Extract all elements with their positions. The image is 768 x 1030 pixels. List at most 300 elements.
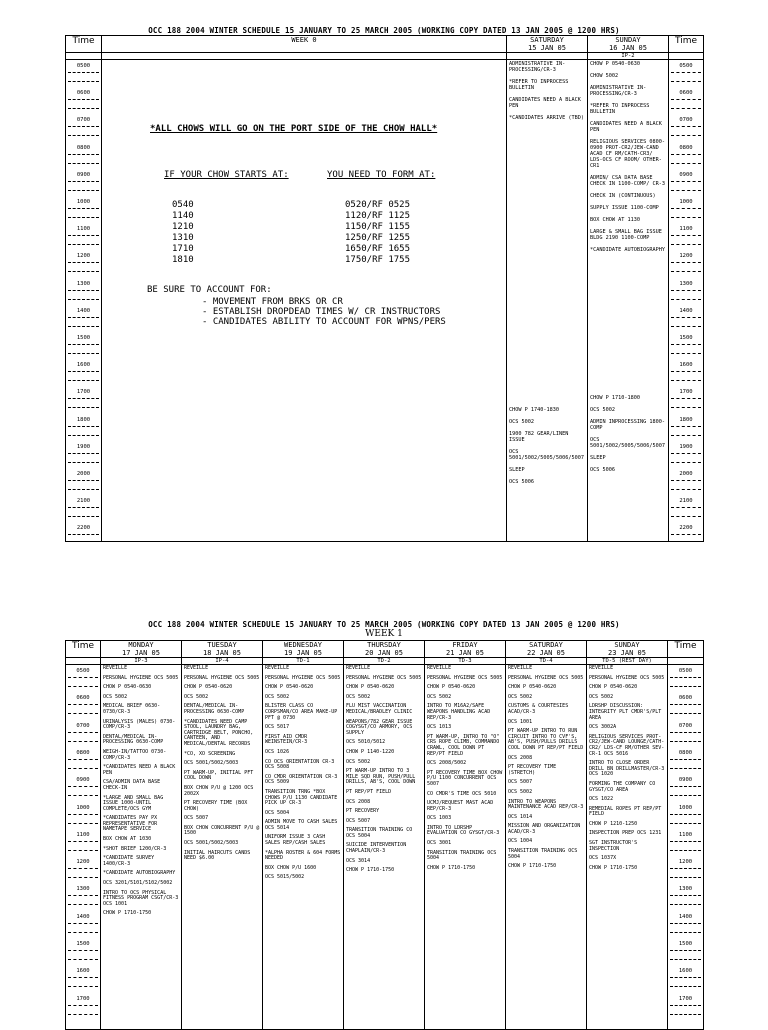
schedule-event: OCS 2008/5002 [427,760,467,767]
dash-divider [670,823,701,824]
time-label: 1600 [76,968,90,975]
day-date: 21 JAN 05 [446,649,484,657]
sun-evening-event: OCS 5001/5002/5005/5006/5007 [590,437,665,449]
notice-headline: *ALL CHOWS WILL GO ON THE PORT SIDE OF THE CHOW HALL* [150,124,438,134]
time-label: 0500 [76,63,91,69]
sat-day: SATURDAY [530,36,564,44]
schedule-event: TRANSITION TRAINING OCS 5004 [508,848,578,860]
schedule-event: OCS 2008 [346,798,371,805]
dash-divider [671,181,701,182]
account-head: BE SURE TO ACCOUNT FOR: [147,285,272,295]
schedule-event: MEDICAL BRIEF 0630-0730/CR-3 [103,703,161,715]
day-code: TD-1 [263,658,344,665]
dash-divider [671,371,701,372]
schedule-event: BOX CHOW P/U 1600 [265,864,317,871]
time-label: 1900 [679,443,693,450]
dash-divider [670,895,701,896]
dash-divider [68,959,98,960]
dash-divider [68,407,99,408]
dash-divider [670,814,701,815]
schedule-event: CHOW P 1710-1750 [103,910,152,917]
schedule-event: *ALPHA ROSTER & 604 FORMS NEEDED [265,849,341,862]
dash-divider [671,163,701,164]
sat-event: ADMINISTRATIVE IN-PROCESSING/CR-3 [509,61,566,73]
dash-divider [671,290,701,291]
day-name: FRIDAY [452,641,478,649]
schedule-event: OCS 5002 [184,693,209,700]
dash-divider [671,317,701,318]
schedule-event: OCS 1013 [427,724,452,731]
sun-event: *CANDIDATE AUTOBIOGRAPHY [590,247,665,253]
dash-divider [670,786,701,787]
day-column [101,665,182,1030]
dash-divider [68,713,98,714]
dash-divider [671,407,701,408]
chow-start-time: 1810 [172,255,194,265]
schedule-event: PT WARM-UP INTRO TO 3 MILE SQD RUN, PUSH/PULL DRILLS, AB'S, COOL DOWN [346,768,416,786]
schedule-event: OCS 1022 [589,796,614,803]
day-header [587,641,668,658]
sat-evening-event: OCS 5001/5002/5005/5006/5007 [509,449,584,461]
schedule-event: WEIGH-IN/TATTOO 0730-COMP/CR-3 [103,748,167,761]
account-list [202,297,446,327]
dash-divider [68,72,99,73]
dash-divider [68,895,98,896]
schedule-event: PERSONAL HYGIENE OCS 5005 [346,674,422,681]
schedule-event: OCS 5002 [103,693,128,700]
time-label: 0800 [76,749,90,756]
schedule-event: OCS 5004 [265,809,290,816]
time-label: 0500 [678,668,693,674]
dash-divider [68,932,98,933]
time-column-right [669,60,704,542]
time-label: 1600 [678,968,693,975]
time-label: 1700 [76,389,91,396]
sun-event: ADMIN/ CSA DATA BASE CHECK IN 1100-COMP/ CR-3 [590,175,665,187]
time-label: 1500 [76,335,91,341]
schedule-event: CHOW P 1710-1750 [427,864,476,871]
dash-divider [68,126,99,127]
schedule-event: CHOW P 0540-0620 [346,684,395,691]
schedule-event: REVEILLE [589,665,614,671]
schedule-event: ADMIN MOVE TO CASH SALES OCS 5014 [265,819,338,831]
time-label: 2200 [679,525,693,532]
dash-divider [671,480,701,481]
week1-label: WEEK 1 [365,629,403,639]
schedule-event: CHOW P 0540-0630 [103,684,152,691]
dash-divider [68,353,99,354]
dash-divider [68,795,98,796]
schedule-event: *CANDIDATE SURVEY 1400/CR-3 [103,855,155,867]
schedule-event: *LARGE AND SMALL BAG ISSUE 1000-UNTIL COMPLETE/OCS GYM [103,794,164,812]
sun-event: LARGE & SMALL BAG ISSUE BLDG 2190 1100-COMP [590,229,662,241]
sun-event: CHOW 5002 [590,73,619,79]
schedule-event: PERSONAL HYGIENE OCS 5005 [103,674,179,681]
time-label: 1100 [678,831,693,838]
dash-divider [68,435,99,436]
schedule-event: *CANDIDATES PAY PX REPRESENTATIVE FOR NAMETAPE SERVICE [103,815,158,833]
dash-divider [671,99,701,100]
dash-divider [68,81,99,82]
schedule-event: CHOW P 0540-0620 [427,684,476,691]
time-label: 0800 [76,144,91,151]
dash-divider [671,353,701,354]
form-time: 1250/RF 1255 [345,233,411,243]
dash-divider [68,371,99,372]
schedule-event: MISSION AND ORGANIZATION ACAD/CR-3 [508,823,581,835]
dash-divider [671,108,701,109]
time-label: 0500 [679,63,693,69]
schedule-event: PT RECOVERY TIME BOX CHOW P/U 1100 CONCURRENT OCS 5007 [427,769,503,787]
schedule-event: OCS 5002 [346,758,371,765]
dash-divider [68,235,99,236]
sat-code [507,53,588,60]
dash-divider [670,713,701,714]
notice-col1-head: IF YOUR CHOW STARTS AT: [164,170,289,180]
schedule-event: DENTAL/MEDICAL IN-PROCESSING 0630-COMP [184,703,245,715]
schedule-event: PT RECOVERY TIME (BOX CHOW) [184,800,248,812]
day-code: TD-4 [506,658,587,665]
dash-divider [671,208,701,209]
day-header [263,641,344,658]
sun-event: *REFER TO INPROCESS BULLETIN [590,103,650,115]
sun-event: BOX CHOW AT 1130 [590,217,640,223]
dash-divider [68,344,99,345]
sat-date: 15 JAN 05 [528,44,566,52]
time-label: 0700 [76,117,91,124]
day-name: SATURDAY [529,641,563,649]
dash-divider [670,768,701,769]
day-name: TUESDAY [207,641,237,649]
schedule-event: CSA/ADMIN DATA BASE CHECK-IN [103,779,161,791]
schedule-event: *CANDIDATES NEED CAMP STOOL, LAUNDRY BAG, CARTRIDGE BELT, PONCHO, CANTEEN, AND MEDICAL/DENTAL RECORDS [184,718,254,747]
schedule-event: REVEILLE [508,665,533,671]
chow-start-time: 1210 [172,222,194,232]
dash-divider [68,977,98,978]
dash-divider [68,217,99,218]
chow-start-time: 1710 [172,244,194,254]
schedule-event: PT RECOVERY TIME (STRETCH) [508,764,557,776]
schedule-event: OCS 5002 [508,788,533,795]
dash-divider [671,135,701,136]
time-label: 0900 [76,777,90,784]
day-column [344,665,425,1030]
schedule-event: OCS 5002 [346,693,371,700]
dash-divider [68,768,98,769]
time-column-left [66,665,101,1030]
time-label: 1000 [76,804,90,811]
dash-divider [68,135,99,136]
schedule-event: OCS 1026 [265,748,290,755]
time-label: 2100 [76,498,91,505]
schedule-event: INTRO TO LDRSHP EVALUATION CO GYSGT/CR-3 [427,824,500,837]
form-time: 1650/RF 1655 [345,244,411,254]
schedule-event: CUSTOMS & COURTESIES ACAD/CR-3 [508,703,569,715]
dash-divider [68,868,98,869]
day-code: TD-3 [425,658,506,665]
sun-event: SUPPLY ISSUE 1100-COMP [590,205,659,211]
sat-evening-event: CHOW P 1740-1830 [509,407,559,413]
time-label: 1200 [76,253,91,260]
form-time: 0520/RF 0525 [345,200,411,210]
time-label: 1600 [76,362,91,369]
dash-divider [68,426,99,427]
dash-divider [671,380,701,381]
day-column [182,665,263,1030]
time-label: 1100 [679,226,693,233]
schedule-event: INTRO TO CLOSE ORDER DRILL BN DRILLMASTER/CR-3 OCS 1020 [589,760,665,778]
dash-divider [671,190,701,191]
schedule-event: OCS 2008 [508,754,533,761]
dash-divider [671,244,701,245]
dash-divider [671,426,701,427]
notice-area [102,60,507,542]
time-label: 1400 [76,913,90,920]
time-label: 0800 [678,749,693,756]
time-label: 1500 [678,941,693,947]
time-label: 1600 [679,362,693,369]
time-label: 2200 [76,525,91,532]
time-label: 0700 [679,117,693,124]
schedule-event: OCS 5002 [508,693,533,700]
sun-evening-event: ADMIN INPROCESSING 1800-COMP [590,419,665,431]
sun-event: CANDIDATES NEED A BLACK PEN [590,121,662,133]
dash-divider [68,923,98,924]
dash-divider [670,868,701,869]
schedule-event: UNIFORM ISSUE 3 CASH SALES REP/CASH SALES [265,834,326,847]
time-label: 1300 [76,280,91,287]
schedule-event: REVEILLE [346,665,371,671]
time-label: 1200 [679,253,693,260]
dash-divider [671,235,701,236]
schedule-event: INTRO TO M16A2/SAFE WEAPONS HANDLING ACAD REP/CR-3 [427,703,491,721]
schedule-event: CHOW P 0540-0620 [508,684,557,691]
schedule-event: PT WARM-UP INTRO TO RUN CIRCUIT INTRO TO CVF'S, AB'S, PUSH/PULLS DRILLS COOL DOWN PT REP/PT FIELD [508,728,584,751]
schedule-event: CHOW P 1210-1250 [589,820,638,827]
schedule-event: OCS 5017 [265,724,290,731]
time-column-right [668,665,704,1030]
schedule-event: OCS 1003 [427,815,452,822]
dash-divider [671,81,701,82]
dash-divider [68,823,98,824]
schedule-event: OCS 3201/5101/5102/5002 [103,880,173,887]
schedule-event: PERSONAL HYGIENE OCS 5005 [184,674,260,681]
day-code: TD-2 [344,658,425,665]
time-label: 2100 [679,498,693,505]
time-label: 1400 [678,913,693,920]
schedule-event: REVEILLE [103,665,128,671]
dash-divider [671,217,701,218]
time-label: 2000 [76,471,91,477]
dash-divider [671,398,701,399]
dash-divider [68,1014,98,1015]
form-time: 1750/RF 1755 [345,255,411,265]
dash-divider [670,923,701,924]
sun-event: RELIGIOUS SERVICES 0800-0900 PROT-CR2/JEW-CAND ACAD CF RM/CATH-CR3/ LDS-OCS CF ROOM/ OTHER-CR1 [590,139,665,169]
schedule-event: RELIGIOUS SERVICES PROT-CR2/JEW-CAND LOUNGE/CATH-CR2/ LDS-CF RM/OTHER SEV-CR-1 OCS 5016 [589,733,665,757]
time-label: 0700 [76,722,90,729]
schedule-event: REVEILLE [184,665,209,671]
dash-divider [670,732,701,733]
day-date: 19 JAN 05 [284,649,322,657]
schedule-event: REVEILLE [427,665,452,671]
dash-divider [670,959,701,960]
dash-divider [671,326,701,327]
schedule-event: FIRST AID CMDR WEINSTEIN/CR-3 [265,733,308,746]
dash-divider [671,262,701,263]
dash-divider [671,344,701,345]
time-label: 0600 [76,90,91,97]
dash-divider [68,877,98,878]
dash-divider [670,977,701,978]
schedule-event: INITIAL HAIRCUTS CANDS NEED $6.00 [184,849,251,862]
schedule-event: WEAPONS/782 GEAR ISSUE COGYSGT/CO ARMORY, OCS SUPPLY [346,718,413,736]
time-label: 0500 [76,668,90,674]
schedule-event: OCS 5002 [427,693,452,700]
schedule-event: BOX CHOW CONCURRENT P/U @ 1500 [184,824,260,837]
sun-day: SUNDAY [615,36,641,44]
schedule-event: SUICIDE INTERVENTION CHAPLAIN/CR-3 [346,842,407,855]
sun-evening-event: SLEEP [590,455,606,461]
time-label: 1500 [679,335,693,341]
time-label: 0700 [678,722,693,729]
schedule-event: INTRO TO WEAPONS MAINTENANCE ACAD REP/CR-3 [508,798,584,811]
dash-divider [670,704,701,705]
schedule-event: OCS 1004 [508,838,533,845]
dash-divider [670,877,701,878]
day-column [506,665,587,1030]
schedule-event: PT REP/PT FIELD [346,788,392,795]
sat-column [507,60,588,542]
time-label: 0600 [679,90,693,97]
schedule-event: OCS 5007 [346,817,371,824]
schedule-event: OCS 5007 [184,815,209,822]
sun-code: IP-2 [588,53,669,60]
dash-divider [68,208,99,209]
form-time: 1120/RF 1125 [345,211,411,221]
schedule-event: OCS 5007 [508,779,533,786]
week0-table [65,35,704,542]
page1-title: OCC 188 2004 WINTER SCHEDULE 15 JANUARY TO 25 MARCH 2005 (WORKING COPY DATED 13 JAN 2005 @ 1200 HRS) [148,26,620,35]
dash-divider [68,271,99,272]
dash-divider [68,480,99,481]
time-label: 1000 [679,199,693,205]
sun-event: CHECK IN (CONTINUOUS) [590,193,656,199]
day-date: 17 JAN 05 [122,649,160,657]
time-label: 0600 [76,695,90,702]
schedule-event: OCS 5015/5002 [265,874,305,881]
schedule-event: OCS 3014 [346,857,371,864]
time-label: 2000 [679,471,693,477]
dash-divider [68,290,99,291]
time-header-left: Time [66,641,101,658]
dash-divider [670,850,701,851]
dash-divider [68,904,98,905]
schedule-event: REVEILLE [265,665,290,671]
day-date: 20 JAN 05 [365,649,403,657]
day-header [506,641,587,658]
dash-divider [671,516,701,517]
dash-divider [68,154,99,155]
dash-divider [671,126,701,127]
schedule-event: TRANSITION TRAINING OCS 5004 [427,849,497,862]
time-label: 1900 [76,443,91,450]
dash-divider [68,317,99,318]
day-date: 22 JAN 05 [527,649,565,657]
schedule-event: SGT INSTRUCTOR'S INSPECTION [589,840,638,852]
time-label: 1200 [678,859,693,866]
day-date: 23 JAN 05 [608,649,646,657]
schedule-event: LDRSHP DISCUSSION: INTEGRITY PLT CMDR'S/PLT AREA [589,703,662,721]
schedule-event: CO OCS ORIENTATION CR-3 OCS 5008 [265,758,335,771]
schedule-event: FLU MIST VACCINATION MEDICAL/BRADLEY CLINIC [346,703,413,715]
time-label: 1700 [679,389,693,396]
day-code: IP-3 [101,658,182,665]
sun-date: 16 JAN 05 [609,44,647,52]
time-header-right: Time [668,641,704,658]
schedule-event: PT RECOVERY [346,808,380,815]
schedule-event: URINALYSIS (MALES) 0730-COMP/CR-3 [103,718,176,731]
time-label: 1300 [679,280,693,287]
schedule-event: *CANDIDATES NEED A BLACK PEN [103,764,176,776]
chow-start-time: 1310 [172,233,194,243]
dash-divider [68,516,99,517]
schedule-event: REMEDIAL ROPES PT REP/PT FIELD [589,805,662,818]
dash-divider [68,986,98,987]
sat-evening-event: OCS 5006 [509,479,534,485]
time-column-left [66,60,102,542]
schedule-event: CHOW P 1710-1750 [589,864,638,871]
schedule-event: OCS 5002 [265,693,290,700]
sun-evening-event: OCS 5002 [590,407,615,413]
sat-evening-event: OCS 5002 [509,419,534,425]
dash-divider [68,786,98,787]
dash-divider [68,380,99,381]
time-label: 1300 [678,886,693,893]
schedule-event: CHOW P 1710-1750 [346,867,395,874]
schedule-event: BOX CHOW P/U @ 1200 OCS 2002X [184,784,254,797]
schedule-event: OCS 5001/5002/5003 [184,840,239,847]
time-label: 1500 [76,941,90,947]
dash-divider [671,435,701,436]
dash-divider [671,154,701,155]
dash-divider [68,507,99,508]
schedule-event: INSPECTION PREP OCS 1231 [589,830,662,837]
time-label: 1000 [76,199,91,205]
schedule-event: *CO, XO SCREENING [184,750,236,757]
dash-divider [68,453,99,454]
time-label: 1100 [76,831,90,838]
dash-divider [68,704,98,705]
schedule-event: UCMJ/REQUEST MAST ACAD REP/CR-3 [427,800,494,812]
dash-divider [670,986,701,987]
schedule-event: BOX CHOW AT 1030 [103,836,152,843]
dash-divider [670,759,701,760]
sat-event: *CANDIDATES ARRIVE (TBD) [509,115,584,121]
schedule-event: BLISTER CLASS CO CORPSMAN/CO AREA MAKE-UP PFT @ 0730 [265,703,338,721]
dash-divider [671,453,701,454]
sat-header [507,36,588,53]
dash-divider [670,741,701,742]
dash-divider [671,507,701,508]
sun-event: ADMINISTRATIVE IN-PROCESSING/CR-3 [590,85,647,97]
dash-divider [68,950,98,951]
day-name: MONDAY [128,641,154,649]
schedule-event: *SHOT BRIEF 1200/CR-3 [103,845,167,852]
dash-divider [68,190,99,191]
dash-divider [68,398,99,399]
dash-divider [68,534,99,535]
